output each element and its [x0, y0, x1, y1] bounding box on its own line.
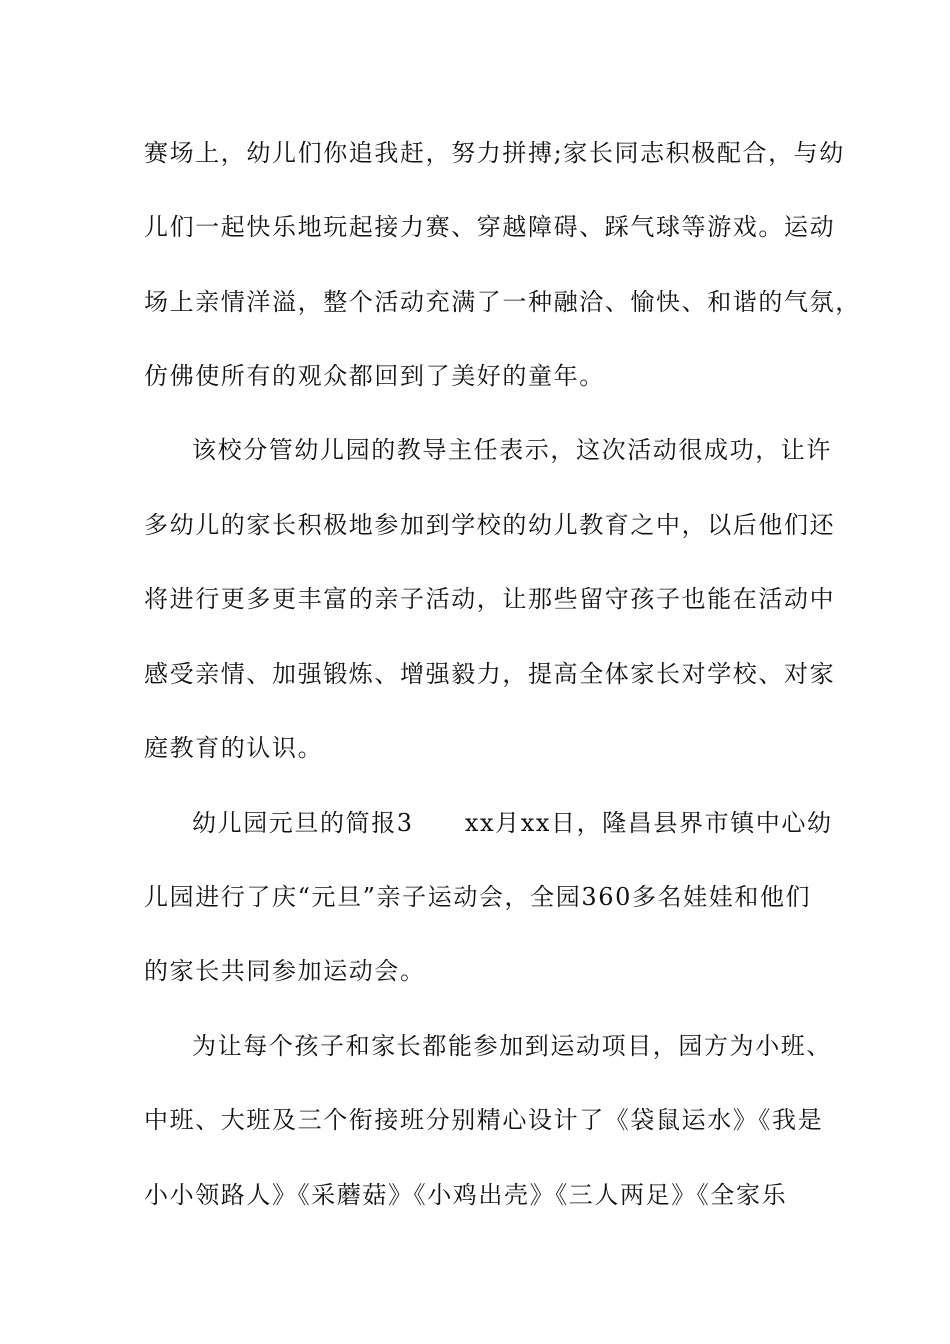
- paragraph-first-line: 为让每个孩子和家长都能参加到运动项目，园方为小班、: [192, 1032, 832, 1060]
- text-line: 庭教育的认识。: [144, 734, 324, 762]
- text-line: 将进行更多更丰富的亲子活动，让那些留守孩子也能在活动中: [144, 585, 836, 613]
- text-line: 场上亲情洋溢，整个活动充满了一种融洽、愉快、和谐的气氛，: [144, 288, 861, 316]
- text-line: 多幼儿的家长积极地参加到学校的幼儿教育之中，以后他们还: [144, 511, 836, 539]
- text-line: 仿佛使所有的观众都回到了美好的童年。: [144, 362, 605, 390]
- text-line: 感受亲情、加强锻炼、增强毅力，提高全体家长对学校、对家: [144, 660, 836, 688]
- text-line: 赛场上，幼儿们你追我赶，努力拼搏;家长同志积极配合，与幼: [144, 139, 845, 167]
- paragraph-first-line: 该校分管幼儿园的教导主任表示，这次活动很成功，让许: [192, 436, 832, 464]
- text-line: 儿园进行了庆“元旦”亲子运动会，全园360多名娃娃和他们: [144, 883, 812, 911]
- text-line: 小小领路人》《采蘑菇》《小鸡出壳》《三人两足》《全家乐: [144, 1181, 788, 1209]
- text-line: 儿们一起快乐地玩起接力赛、穿越障碍、踩气球等游戏。运动: [144, 213, 836, 241]
- paragraph-first-line: 幼儿园元旦的简报3 xx月xx日，隆昌县界市镇中心幼: [192, 809, 833, 837]
- text-line: 中班、大班及三个衔接班分别精心设计了《袋鼠运水》《我是: [144, 1106, 824, 1134]
- text-line: 的家长共同参加运动会。: [144, 957, 426, 985]
